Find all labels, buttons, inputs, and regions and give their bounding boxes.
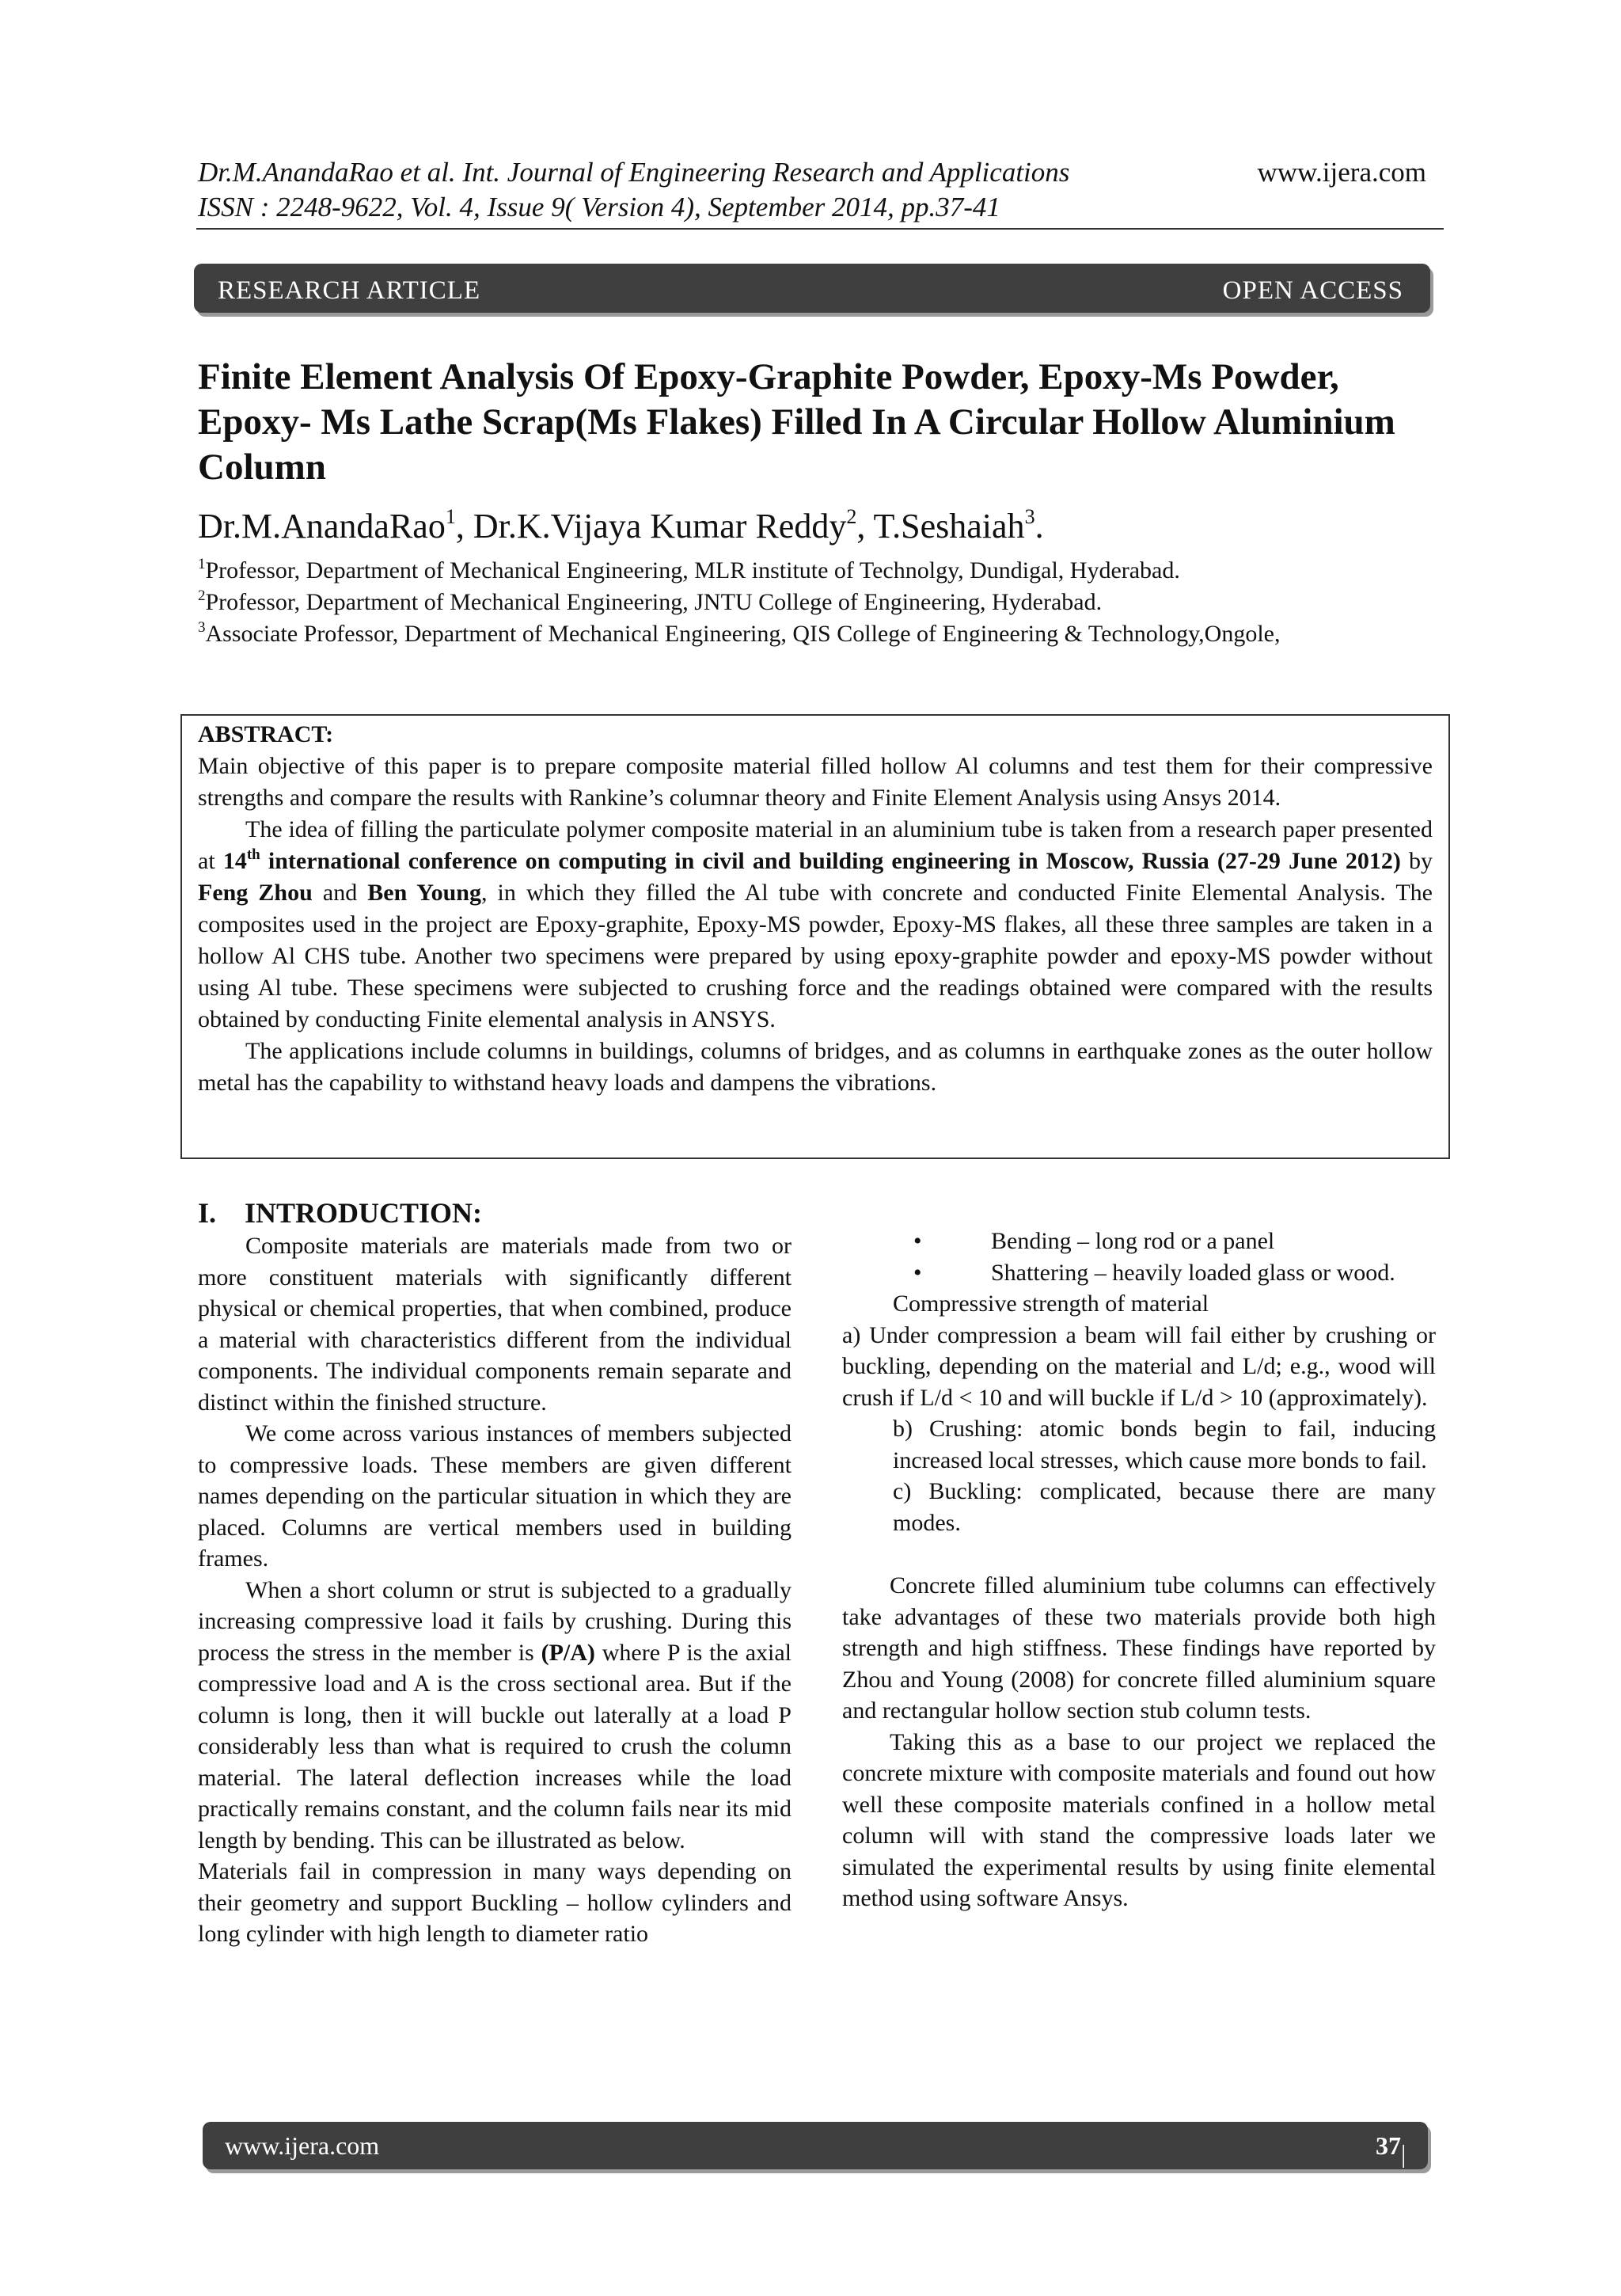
abstract-p2-conference: international conference on computing in civil and building engineering in Moscow, Russia (27-29 June 2012): [260, 848, 1401, 874]
abstract-paragraph-1: Main objective of this paper is to prepare composite material filled hollow Al columns and test them for their compressive strengths and compare the results with Rankine’s columnar theory and Finite Element Analysis using Ansys 2014.: [198, 753, 1433, 811]
abstract-p2-author-1: Feng Zhou: [198, 880, 313, 906]
abstract: [198, 719, 1433, 1099]
running-header-site: www.ijera.com: [1257, 157, 1426, 188]
affiliation-1: [198, 556, 1456, 586]
compressive-item-b: b) Crushing: atomic bonds begin to fail, inducing increased local stresses, which cause more bonds to fail.: [893, 1416, 1436, 1473]
page-label: | P a g e: [1401, 2139, 1417, 2294]
author-3: , T.Seshaiah: [856, 507, 1025, 545]
intro-paragraph-1: Composite materials are materials made from two or more constituent materials with significantly different physical or chemical properties, that when combined, produce a material with characteristics different from the individual components. The individual components remain separate and distinct within the finished structure.: [198, 1233, 792, 1416]
right-column: [842, 1226, 1436, 1914]
intro-paragraph-3: [198, 1575, 792, 1857]
footer-site: www.ijera.com: [225, 2131, 380, 2160]
author-2: , Dr.K.Vijaya Kumar Reddy: [455, 507, 847, 545]
intro-paragraph-2: We come across various instances of members subjected to compressive loads. These members are given different names depending on the particular situation in which they are placed. Columns are vertical members used in building frames.: [198, 1420, 792, 1572]
right-paragraph-2: Taking this as a base to our project we replaced the concrete mixture with composite materials and found out how well these composite materials confined in a hollow metal column will with stand the compressive loads later we simulated the experimental results by using finite elemental method using software Ansys.: [842, 1728, 1436, 1911]
abstract-p2-rest: , in which they filled the Al tube with concrete and conducted Finite Elemental Analysis. The composites used in the project are Epoxy-graphite, Epoxy-MS powder, Epoxy-MS flakes, all these three samples are taken in a hollow Al CHS tube. Another two specimens were prepared by using epoxy-graphite powder and epoxy-MS powder without using Al tube. These specimens were subjected to crushing force and the readings obtained were compared with the results obtained by conducting Finite elemental analysis in ANSYS.: [198, 880, 1433, 1032]
abstract-p2-text: The idea of filling the particulate polymer composite material in an aluminium tube is taken from a research paper presented at: [198, 816, 1433, 874]
author-list: [198, 505, 1044, 548]
article-type-banner: [194, 264, 1430, 313]
abstract-p2-ordinal-sup: th: [246, 846, 260, 863]
author-1: Dr.M.AnandaRao: [198, 507, 446, 545]
footer-page-number: [1376, 2130, 1417, 2294]
page-footer: [203, 2122, 1428, 2294]
abstract-p2-author-2: Ben Young: [367, 880, 481, 906]
bullet-text: Shattering – heavily loaded glass or wood.: [991, 1259, 1395, 1286]
intro-paragraph-4: Materials fail in compression in many ways depending on their geometry and support Buckling – hollow cylinders and long cylinder with high length to diameter ratio: [198, 1858, 792, 1947]
running-header-issn: ISSN : 2248-9622, Vol. 4, Issue 9( Version 4), September 2014, pp.37-41: [198, 192, 1000, 222]
page-number: 37: [1376, 2131, 1401, 2160]
abstract-p2-ordinal: 14: [222, 848, 247, 874]
header-rule: [196, 228, 1444, 230]
intro-p3-text: When a short column or strut is subjected to a gradually increasing compressive load it fails by crushing. During this process the stress in the member is: [198, 1576, 792, 1666]
abstract-p2-by: by: [1400, 848, 1433, 874]
abstract-paragraph-2: [198, 814, 1433, 1036]
author-1-sup: 1: [445, 505, 456, 528]
affiliation-3-text: Associate Professor, Department of Mechanical Engineering, QIS College of Engineering & Technology,Ongole,: [205, 621, 1281, 647]
affiliation-1-text: Professor, Department of Mechanical Engineering, MLR institute of Technolgy, Dundigal, Hyderabad.: [205, 557, 1180, 584]
intro-p3-rest: where P is the axial compressive load and A is the cross sectional area. But if the column is long, then it will buckle out laterally at a load P considerably less than what is required to crush the column material. The lateral deflection increases while the load practically remains constant, and the column fails near its mid length by bending. This can be illustrated as below.: [198, 1639, 792, 1853]
abstract-paragraph-3: The applications include columns in buildings, columns of bridges, and as columns in earthquake zones as the outer hollow metal has the capability to withstand heavy loads and dampens the vibrations.: [198, 1038, 1433, 1096]
section-heading-introduction: I. INTRODUCTION:: [198, 1197, 483, 1229]
abstract-heading: ABSTRACT:: [198, 721, 334, 747]
paper-title: Finite Element Analysis Of Epoxy-Graphite Powder, Epoxy-Ms Powder, Epoxy- Ms Lathe Scrap(Ms Flakes) Filled In A Circular Hollow Aluminium Column: [198, 356, 1395, 488]
list-item: [842, 1257, 1436, 1289]
bullet-icon: •: [913, 1228, 922, 1254]
affiliation-1-sup: 1: [198, 556, 206, 572]
affiliation-2: [198, 587, 1456, 618]
compressive-item-c: c) Buckling: complicated, because there are many modes.: [893, 1478, 1436, 1536]
compressive-strength-heading: Compressive strength of material: [893, 1291, 1209, 1317]
author-2-sup: 2: [846, 505, 857, 528]
spacer: [842, 1538, 1436, 1570]
compressive-item-a: a) Under compression a beam will fail either by crushing or buckling, depending on the material and L/d; e.g., wood will crush if L/d < 10 and will buckle if L/d > 10 (approximately).: [842, 1321, 1436, 1411]
banner-open-access: OPEN ACCESS: [1222, 276, 1403, 305]
intro-p3-formula: (P/A): [541, 1639, 595, 1666]
list-item: [842, 1226, 1436, 1257]
author-3-sup: 3: [1024, 505, 1035, 528]
left-column: [198, 1196, 792, 1950]
bullet-icon: •: [913, 1259, 922, 1286]
abstract-p2-and: and: [312, 880, 368, 906]
affiliation-2-sup: 2: [198, 587, 206, 604]
author-list-end: .: [1034, 507, 1044, 545]
right-paragraph-1: Concrete filled aluminium tube columns can effectively take advantages of these two materials provide both high strength and high stiffness. These findings have reported by Zhou and Young (2008) for concrete filled aluminium square and rectangular hollow section stub column tests.: [842, 1572, 1436, 1724]
affiliation-3: [198, 619, 1456, 649]
running-header-citation: Dr.M.AnandaRao et al. Int. Journal of Engineering Research and Applications: [198, 157, 1070, 188]
affiliation-3-sup: 3: [198, 619, 206, 636]
bullet-text: Bending – long rod or a panel: [991, 1228, 1275, 1254]
affiliation-2-text: Professor, Department of Mechanical Engineering, JNTU College of Engineering, Hyderabad.: [205, 589, 1103, 615]
banner-research-article: RESEARCH ARTICLE: [218, 276, 481, 305]
